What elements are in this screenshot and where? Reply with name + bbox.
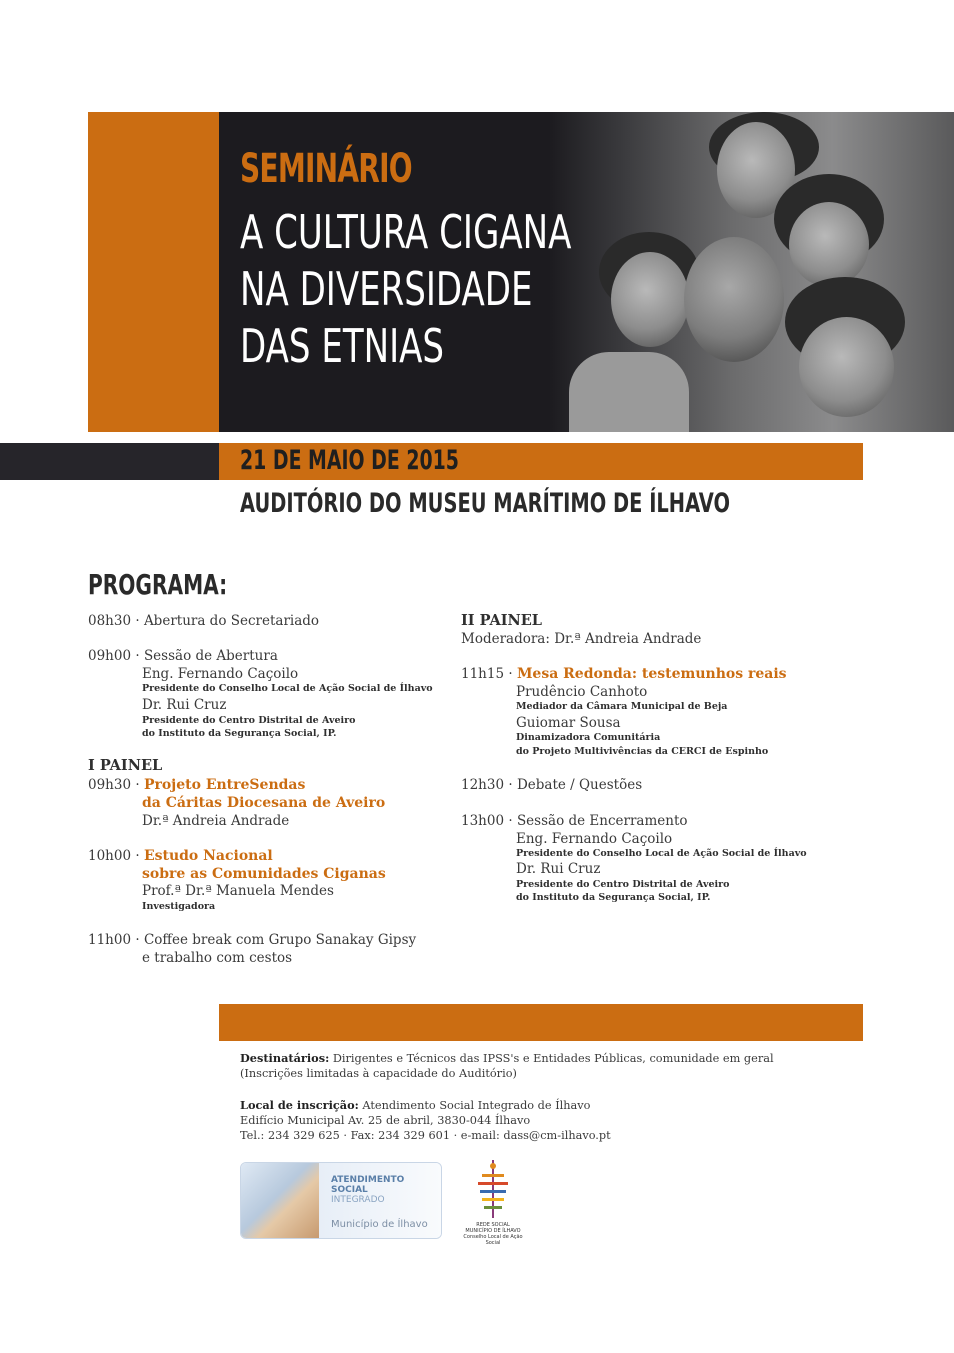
speaker-name: Prudêncio Canhoto (516, 684, 648, 700)
speaker-name: Eng. Fernando Caçoilo (142, 666, 299, 682)
speaker-role: do Projeto Multivivências da CERCI de Espinho (516, 746, 769, 757)
date-band-dark (0, 443, 219, 480)
children-photo (549, 112, 954, 432)
program-item: 11h15 · Mesa Redonda: testemunhos reais (461, 666, 787, 682)
registration-line: Local de inscrição: Atendimento Social Integrado de Ílhavo (240, 1098, 591, 1112)
speaker-name: Prof.ª Dr.ª Manuela Mendes (142, 883, 334, 899)
panel-heading: II PAINEL (461, 612, 542, 629)
program-item: 09h30 · Projeto EntreSendas (88, 777, 306, 793)
speaker-name: Dr. Rui Cruz (142, 697, 227, 713)
rede-social-text: REDE SOCIAL MUNICÍPIO DE ÍLHAVO Conselho Local de Ação Social (463, 1222, 523, 1246)
asi-logo-text: ATENDIMENTO SOCIAL INTEGRADO (331, 1175, 405, 1205)
title-line: A CULTURA CIGANA (240, 205, 572, 259)
program-heading: PROGRAMA: (88, 568, 228, 601)
asi-logo (240, 1162, 442, 1239)
rede-social-emblem-icon (462, 1158, 524, 1222)
speaker-role: do Instituto da Segurança Social, IP. (142, 728, 337, 739)
speaker-name: Eng. Fernando Caçoilo (516, 831, 673, 847)
contacts: Tel.: 234 329 625 · Fax: 234 329 601 · e-mail: dass@cm-ilhavo.pt (240, 1129, 611, 1142)
program-item: 09h00 · Sessão de Abertura (88, 648, 278, 664)
event-venue: AUDITÓRIO DO MUSEU MARÍTIMO DE ÍLHAVO (240, 488, 731, 519)
footer-band (219, 1004, 863, 1041)
seminar-title (240, 204, 571, 375)
hands-image (241, 1163, 319, 1238)
asi-municipio: Município de Ílhavo (331, 1219, 428, 1230)
session-title: sobre as Comunidades Ciganas (142, 866, 386, 882)
audience-line: Destinatários: Dirigentes e Técnicos das IPSS's e Entidades Públicas, comunidade em geral (240, 1051, 774, 1065)
speaker-name: Guiomar Sousa (516, 715, 621, 731)
program-item-continued: e trabalho com cestos (142, 950, 293, 966)
speaker-role: Mediador da Câmara Municipal de Beja (516, 701, 728, 712)
speaker-role: Presidente do Centro Distrital de Aveiro (142, 715, 356, 726)
speaker-role: Investigadora (142, 901, 216, 912)
speaker-name: Dr.ª Andreia Andrade (142, 813, 290, 829)
session-title: da Cáritas Diocesana de Aveiro (142, 795, 386, 811)
program-item: 13h00 · Sessão de Encerramento (461, 813, 688, 829)
title-line: NA DIVERSIDADE (240, 262, 533, 316)
program-item: 10h00 · Estudo Nacional (88, 848, 273, 864)
speaker-role: Presidente do Conselho Local de Ação Social de Ílhavo (142, 683, 433, 694)
rede-social-logo (462, 1158, 524, 1246)
event-date: 21 DE MAIO DE 2015 (240, 445, 459, 476)
title-line: DAS ETNIAS (240, 319, 445, 373)
speaker-role: Presidente do Centro Distrital de Aveiro (516, 879, 730, 890)
program-item: 12h30 · Debate / Questões (461, 777, 643, 793)
speaker-role: Dinamizadora Comunitária (516, 732, 661, 743)
moderator: Moderadora: Dr.ª Andreia Andrade (461, 631, 702, 647)
panel-heading: I PAINEL (88, 757, 163, 774)
program-item: 08h30 · Abertura do Secretariado (88, 613, 320, 629)
speaker-role: do Instituto da Segurança Social, IP. (516, 892, 711, 903)
speaker-role: Presidente do Conselho Local de Ação Social de Ílhavo (516, 848, 807, 859)
program-item: 11h00 · Coffee break com Grupo Sanakay Gipsy (88, 932, 417, 948)
audience-note: (Inscrições limitadas à capacidade do Auditório) (240, 1067, 517, 1080)
speaker-name: Dr. Rui Cruz (516, 861, 601, 877)
header-orange-block (88, 112, 219, 432)
address: Edifício Municipal Av. 25 de abril, 3830-044 Ílhavo (240, 1114, 531, 1127)
seminar-kicker: SEMINÁRIO (240, 146, 412, 192)
